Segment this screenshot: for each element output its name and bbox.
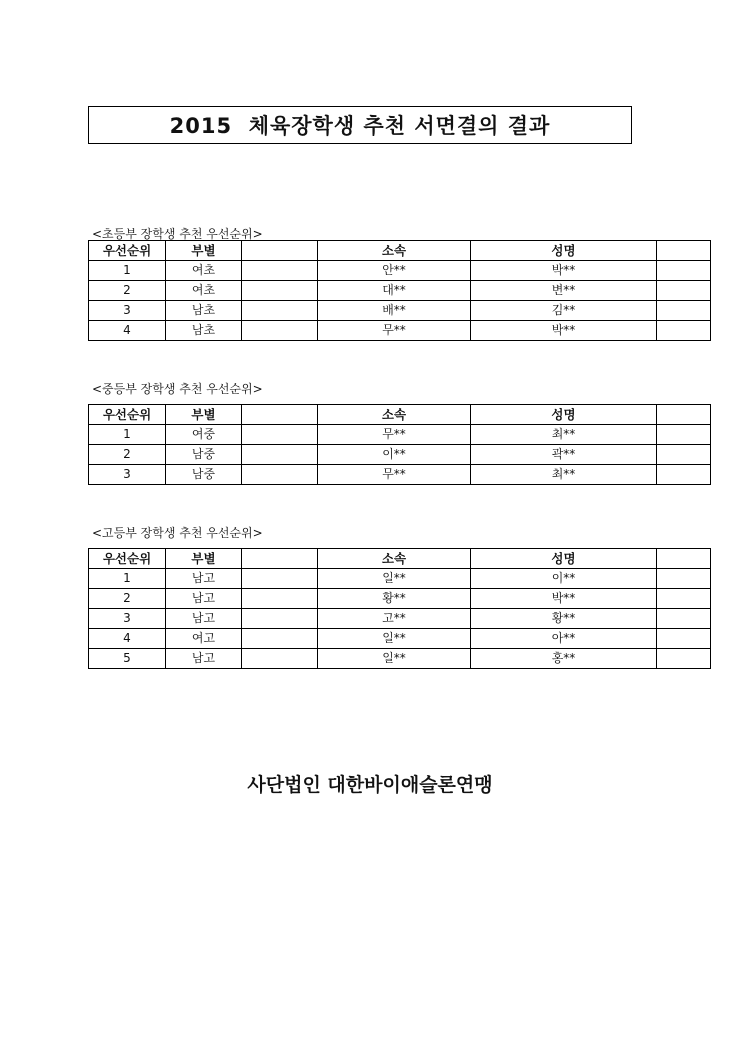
cell-division: 남고 — [166, 589, 242, 609]
table-row — [89, 649, 711, 669]
cell-blank — [242, 629, 318, 649]
table-header-row — [89, 241, 711, 261]
header-blank — [657, 241, 711, 261]
header-division: 부별 — [166, 549, 242, 569]
cell-blank — [657, 649, 711, 669]
table-row — [89, 589, 711, 609]
cell-blank — [657, 301, 711, 321]
cell-blank — [657, 425, 711, 445]
cell-blank — [242, 261, 318, 281]
cell-rank: 3 — [89, 609, 166, 629]
header-affiliation: 소속 — [318, 241, 471, 261]
header-blank — [657, 405, 711, 425]
table-elementary — [88, 240, 711, 341]
header-name: 성명 — [471, 405, 657, 425]
cell-blank — [657, 321, 711, 341]
cell-blank — [657, 589, 711, 609]
cell-blank — [242, 445, 318, 465]
table-row — [89, 465, 711, 485]
cell-rank: 1 — [89, 569, 166, 589]
cell-blank — [242, 609, 318, 629]
cell-blank — [242, 301, 318, 321]
cell-rank: 3 — [89, 465, 166, 485]
cell-name: 아** — [471, 629, 657, 649]
cell-rank: 4 — [89, 629, 166, 649]
cell-affiliation: 무** — [318, 321, 471, 341]
header-division: 부별 — [166, 241, 242, 261]
table-header-row — [89, 549, 711, 569]
cell-rank: 5 — [89, 649, 166, 669]
cell-blank — [657, 281, 711, 301]
table-row — [89, 425, 711, 445]
cell-division: 여중 — [166, 425, 242, 445]
cell-name: 박** — [471, 261, 657, 281]
header-rank: 우선순위 — [89, 549, 166, 569]
cell-division: 남고 — [166, 649, 242, 669]
header-blank — [242, 549, 318, 569]
table-row — [89, 629, 711, 649]
cell-division: 남고 — [166, 569, 242, 589]
cell-division: 여고 — [166, 629, 242, 649]
cell-blank — [242, 465, 318, 485]
cell-name: 이** — [471, 569, 657, 589]
cell-blank — [242, 589, 318, 609]
header-blank — [657, 549, 711, 569]
header-blank — [242, 241, 318, 261]
cell-rank: 2 — [89, 589, 166, 609]
table-row — [89, 301, 711, 321]
cell-name: 홍** — [471, 649, 657, 669]
header-name: 성명 — [471, 241, 657, 261]
section-label-elementary: <초등부 장학생 추천 우선순위> — [92, 227, 263, 241]
header-division: 부별 — [166, 405, 242, 425]
header-rank: 우선순위 — [89, 241, 166, 261]
cell-rank: 2 — [89, 281, 166, 301]
cell-name: 김** — [471, 301, 657, 321]
cell-rank: 2 — [89, 445, 166, 465]
header-blank — [242, 405, 318, 425]
cell-blank — [657, 465, 711, 485]
cell-blank — [242, 649, 318, 669]
cell-blank — [657, 569, 711, 589]
organization-name: 사단법인 대한바이애슬론연맹 — [247, 774, 493, 796]
header-affiliation: 소속 — [318, 549, 471, 569]
cell-blank — [242, 569, 318, 589]
table-row — [89, 569, 711, 589]
cell-affiliation: 무** — [318, 425, 471, 445]
cell-name: 곽** — [471, 445, 657, 465]
cell-affiliation: 대** — [318, 281, 471, 301]
section-label-high: <고등부 장학생 추천 우선순위> — [92, 526, 263, 540]
cell-blank — [657, 629, 711, 649]
cell-division: 남초 — [166, 301, 242, 321]
cell-affiliation: 이** — [318, 445, 471, 465]
cell-rank: 1 — [89, 425, 166, 445]
cell-blank — [657, 609, 711, 629]
cell-name: 황** — [471, 609, 657, 629]
cell-blank — [242, 425, 318, 445]
cell-affiliation: 황** — [318, 589, 471, 609]
cell-division: 여초 — [166, 261, 242, 281]
table-middle — [88, 404, 711, 485]
cell-blank — [657, 261, 711, 281]
cell-affiliation: 일** — [318, 649, 471, 669]
table-row — [89, 261, 711, 281]
cell-affiliation: 일** — [318, 569, 471, 589]
cell-blank — [657, 445, 711, 465]
cell-name: 박** — [471, 589, 657, 609]
header-affiliation: 소속 — [318, 405, 471, 425]
cell-division: 여초 — [166, 281, 242, 301]
header-name: 성명 — [471, 549, 657, 569]
cell-rank: 4 — [89, 321, 166, 341]
cell-blank — [242, 321, 318, 341]
cell-affiliation: 고** — [318, 609, 471, 629]
document-title: 2015 체육장학생 추천 서면결의 결과 — [88, 106, 632, 144]
cell-rank: 3 — [89, 301, 166, 321]
cell-affiliation: 무** — [318, 465, 471, 485]
table-row — [89, 281, 711, 301]
cell-affiliation: 일** — [318, 629, 471, 649]
cell-rank: 1 — [89, 261, 166, 281]
table-high — [88, 548, 711, 669]
cell-blank — [242, 281, 318, 301]
table-row — [89, 321, 711, 341]
cell-name: 최** — [471, 465, 657, 485]
cell-division: 남고 — [166, 609, 242, 629]
table-row — [89, 609, 711, 629]
cell-name: 최** — [471, 425, 657, 445]
cell-affiliation: 배** — [318, 301, 471, 321]
cell-name: 변** — [471, 281, 657, 301]
cell-affiliation: 안** — [318, 261, 471, 281]
table-row — [89, 445, 711, 465]
section-label-middle: <중등부 장학생 추천 우선순위> — [92, 382, 263, 396]
table-header-row — [89, 405, 711, 425]
cell-division: 남초 — [166, 321, 242, 341]
header-rank: 우선순위 — [89, 405, 166, 425]
cell-name: 박** — [471, 321, 657, 341]
cell-division: 남중 — [166, 445, 242, 465]
cell-division: 남중 — [166, 465, 242, 485]
